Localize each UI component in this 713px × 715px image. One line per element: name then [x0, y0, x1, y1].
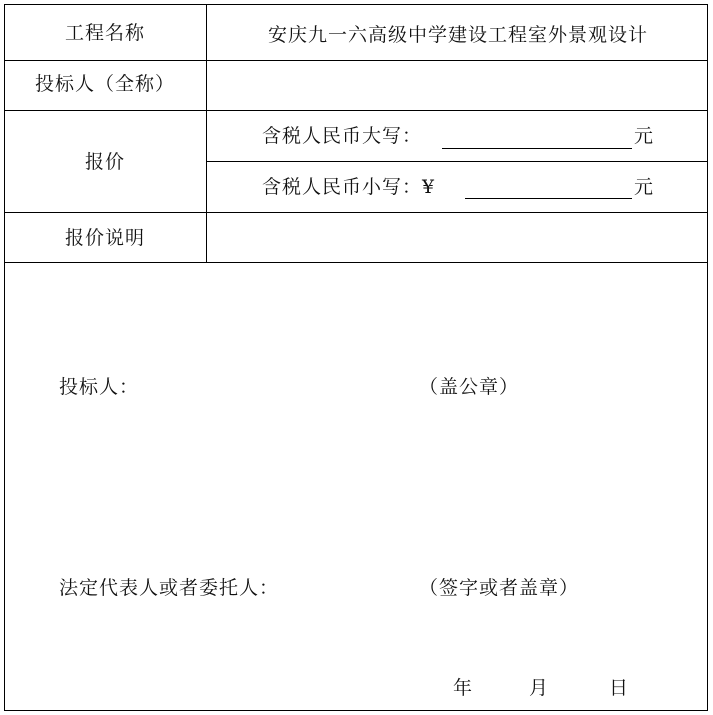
- bidder-sign-label: 投标人：: [59, 376, 140, 398]
- project-name-label: 工程名称: [64, 22, 146, 44]
- row-divider: [206, 161, 707, 162]
- date-year: 年: [453, 677, 474, 699]
- tax-lower-unit: 元: [634, 176, 655, 198]
- tax-upper-label: 含税人民币大写：: [262, 125, 423, 147]
- date-day: 日: [609, 677, 630, 699]
- tax-upper-unit: 元: [634, 125, 655, 147]
- bidder-full-label: 投标人（全称）: [34, 73, 176, 95]
- row-divider: [5, 60, 707, 61]
- tax-lower-label: 含税人民币小写：¥: [262, 176, 436, 198]
- quotation-form: [4, 4, 708, 711]
- date-month: 月: [529, 677, 550, 699]
- row-divider: [5, 262, 707, 263]
- row-divider: [5, 212, 707, 213]
- representative-label: 法定代表人或者委托人：: [59, 577, 280, 599]
- sign-note: （签字或者盖章）: [419, 577, 580, 599]
- row-divider: [5, 110, 707, 111]
- quote-note-label: 报价说明: [64, 227, 146, 249]
- seal-note: （盖公章）: [419, 376, 520, 398]
- tax-upper-blank[interactable]: [442, 148, 632, 149]
- column-divider: [206, 5, 207, 262]
- project-name-value: 安庆九一六高级中学建设工程室外景观设计: [267, 24, 649, 46]
- quote-label: 报价: [84, 151, 126, 173]
- tax-lower-blank[interactable]: [465, 198, 632, 199]
